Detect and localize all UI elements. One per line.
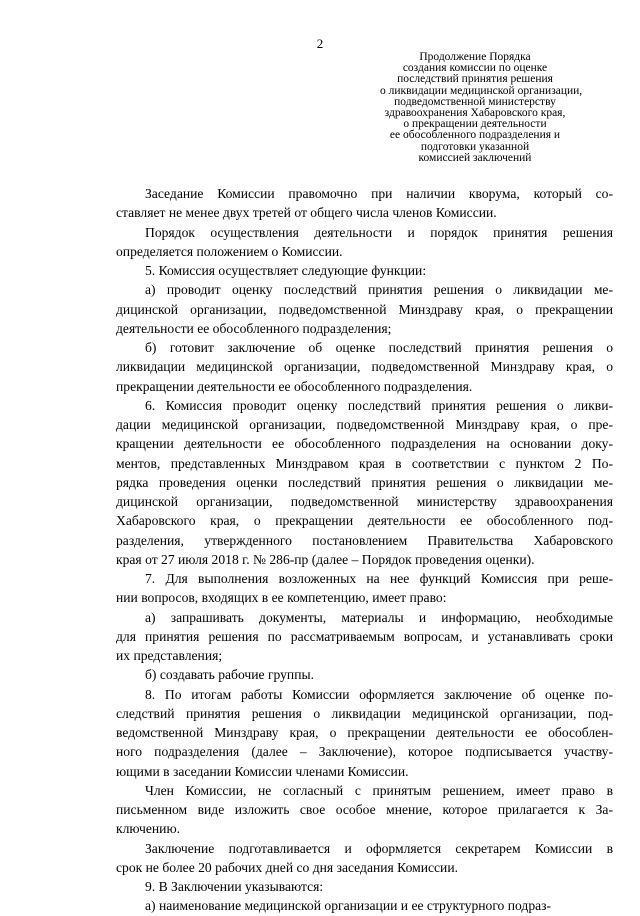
paragraph [116, 665, 613, 684]
text-line: прекращении деятельности ее обособленного подразделения. [116, 378, 473, 394]
text-line: а) проводит оценку последствий принятия решения о ликвидации ме- [145, 282, 613, 298]
paragraph [116, 396, 613, 569]
text-line: ного подразделения (далее – Заключение), которое подписывается участву- [116, 744, 613, 760]
text-line: 5. Комиссия осуществляет следующие функции: [145, 263, 427, 278]
text-line: б) готовит заключение об оценке последствий принятия решения о [145, 340, 613, 355]
paragraph [116, 685, 613, 781]
document-body [116, 184, 613, 916]
paragraph [116, 781, 613, 839]
text-line: а) наименование медицинской организации и ее структурного подраз- [145, 898, 552, 914]
header-line: подведомственной министерству [394, 95, 556, 108]
paragraph [116, 896, 613, 915]
text-line: рядка проведения оценки последствий принятия решения о ликвидации ме- [116, 474, 613, 490]
text-line: Заключение подготавливается и оформляется секретарем Комиссии в [145, 840, 613, 856]
header-line: подготовки указанной [420, 140, 530, 153]
text-line: 9. В Заключении указываются: [145, 879, 324, 894]
text-line: а) запрашивать документы, материалы и информацию, необходимые [145, 609, 613, 625]
text-line: дации медицинской организации, подведомственной Минздраву края, о пре- [116, 417, 613, 432]
header-line: ее обособленного подразделения и [389, 129, 561, 142]
text-line: 6. Комиссия проводит оценку последствий принятия решения о ликви- [145, 397, 613, 413]
paragraph [116, 839, 613, 878]
header-line: последствий принятия решения [397, 73, 553, 86]
paragraph [116, 223, 613, 262]
paragraph [116, 261, 613, 280]
continuation-header [380, 51, 583, 164]
text-line: для принятия решения по рассматриваемым вопросам, и устанавливать сроки [116, 628, 613, 644]
text-line: края от 27 июля 2018 г. № 286-пр (далее – Порядок проведения оценки). [116, 551, 535, 567]
text-line: Член Комиссии, не согласный с принятым решением, имеет право в [145, 782, 613, 798]
text-line: ющими в заседании Комиссии членами Комиссии. [116, 763, 409, 779]
text-line: срок не более 20 рабочих дней со дня заседания Комиссии. [116, 859, 459, 875]
text-line: Заседание Комиссии правомочно при наличии кворума, который со- [145, 186, 613, 201]
text-line: дицинской организации, подведомственной министерству здравоохранения [116, 494, 613, 509]
text-line: Хабаровского края, о прекращении деятельности ее обособленного под- [116, 513, 613, 529]
text-line: 8. По итогам работы Комиссии оформляется заключение об оценке по- [145, 686, 613, 702]
text-line: ставляет не менее двух третей от общего числа членов Комиссии. [116, 205, 497, 221]
header-line: о прекращении деятельности [403, 118, 547, 131]
text-line: кращении деятельности ее обособленного подразделения на основании доку- [116, 436, 613, 452]
header-line: создания комиссии по оценке [402, 62, 548, 75]
header-line: здравоохранения Хабаровского края, [384, 107, 566, 120]
text-line: письменном виде изложить свое особое мнение, которое прилагается к За- [116, 802, 613, 817]
text-line: нии вопросов, входящих в ее компетенцию, имеет право: [116, 590, 447, 606]
text-line: определяется положением о Комиссии. [116, 243, 343, 259]
text-line: Порядок осуществления деятельности и порядок принятия решения [145, 224, 613, 240]
paragraph [116, 608, 613, 666]
text-line: их представления; [116, 648, 223, 663]
text-line: ликвидации медицинской организации, подведомственной Минздраву края, о [116, 359, 613, 375]
text-line: деятельности ее обособленного подразделения; [116, 320, 392, 336]
text-line: следствий принятия решения о ликвидации медицинской организации, под- [116, 705, 613, 721]
paragraph [116, 877, 613, 896]
page-number: 2 [316, 36, 324, 51]
text-line: б) создавать рабочие группы. [145, 667, 315, 683]
text-line: разделения, утвержденного постановлением Правительства Хабаровского [116, 532, 613, 548]
text-line: дицинской организации, подведомственной Минздраву края, о прекращении [116, 301, 613, 317]
text-line: ключению. [116, 821, 180, 837]
paragraph [116, 184, 613, 223]
header-line: о ликвидации медицинской организации, [380, 84, 583, 97]
paragraph [116, 280, 613, 338]
text-line: ведомственной Минздраву края, о прекращении деятельности ее обособлен- [116, 725, 613, 740]
header-line: комиссией заключений [418, 151, 532, 164]
text-line: 7. Для выполнения возложенных на нее функций Комиссия при решe- [145, 571, 613, 586]
paragraph [116, 569, 613, 608]
text-line: ментов, представленных Минздравом края в соответствии с пунктом 2 По- [116, 455, 613, 471]
header-line: Продолжение Порядка [419, 51, 531, 63]
paragraph [116, 338, 613, 396]
